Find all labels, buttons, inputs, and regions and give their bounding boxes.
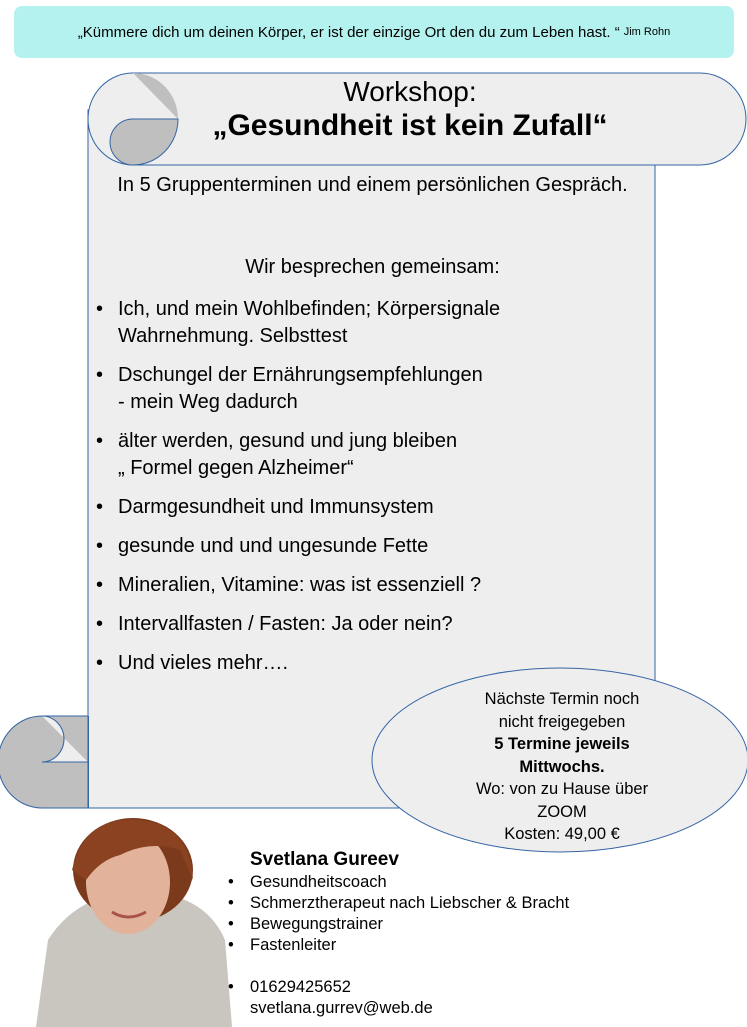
next-date-note: Nächste Termin noch nicht freigegeben bbox=[484, 690, 640, 731]
role-item: • Bewegungstrainer bbox=[228, 914, 569, 935]
title-line-1: Workshop: bbox=[343, 76, 477, 107]
portrait-photo bbox=[36, 818, 232, 1027]
trainer-bio bbox=[228, 848, 569, 1019]
intro-text: In 5 Gruppenterminen und einem persönlichen Gespräch. bbox=[117, 174, 628, 196]
topic-item: • Und vieles mehr…. bbox=[96, 650, 636, 677]
email-address: svetlana.gurrev@web.de bbox=[250, 999, 433, 1017]
cost-note: Kosten: 49,00 € bbox=[504, 825, 620, 843]
workshop-title bbox=[180, 76, 640, 144]
title-line-2: „Gesundheit ist kein Zufall“ bbox=[212, 109, 608, 142]
topic-item: • älter werden, gesund und jung bleiben „ Formel gegen Alzheimer“ bbox=[96, 428, 636, 482]
topic-list bbox=[96, 296, 636, 689]
discuss-heading: Wir besprechen gemeinsam: bbox=[245, 256, 500, 278]
phone-number: • 01629425652 bbox=[228, 977, 569, 998]
quote-text: „Kümmere dich um deinen Körper, er ist der einzige Ort den du zum Leben hast. “ bbox=[77, 23, 620, 41]
schedule-note: 5 Termine jeweils Mittwochs. bbox=[494, 735, 630, 776]
role-item: • Gesundheitscoach bbox=[228, 872, 569, 893]
topic-item: • Mineralien, Vitamine: was ist essenziell ? bbox=[96, 572, 636, 599]
trainer-name: Svetlana Gureev bbox=[250, 849, 399, 870]
event-info bbox=[372, 688, 747, 846]
topic-item: • Ich, und mein Wohlbefinden; Körpersignale Wahrnehmung. Selbsttest bbox=[96, 296, 636, 350]
topic-item: • Intervallfasten / Fasten: Ja oder nein? bbox=[96, 611, 636, 638]
location-note: Wo: von zu Hause über ZOOM bbox=[475, 780, 649, 821]
role-item: • Schmerztherapeut nach Liebscher & Bracht bbox=[228, 893, 569, 914]
quote-author: Jim Rohn bbox=[623, 26, 671, 38]
topic-item: • Darmgesundheit und Immunsystem bbox=[96, 494, 636, 521]
topic-item: • Dschungel der Ernährungsempfehlungen - mein Weg dadurch bbox=[96, 362, 636, 416]
role-item: • Fastenleiter bbox=[228, 935, 569, 956]
topic-item: • gesunde und und ungesunde Fette bbox=[96, 533, 636, 560]
